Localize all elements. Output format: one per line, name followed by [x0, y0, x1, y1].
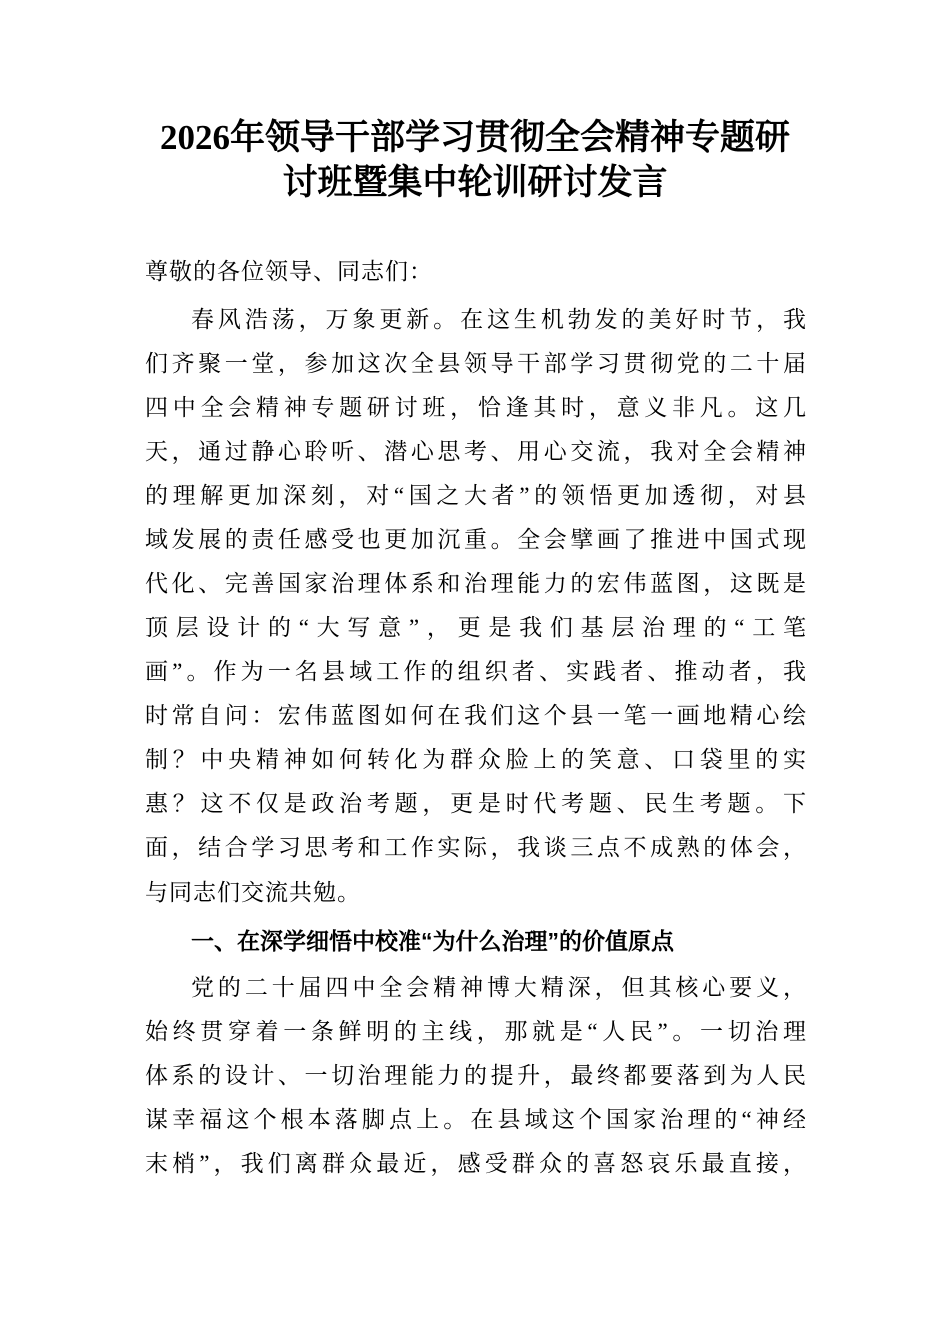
- paragraph-line: 代化、完善国家治理体系和治理能力的宏伟蓝图，这既是: [145, 571, 806, 596]
- paragraph-line: 惠？这不仅是政治考题，更是时代考题、民生考题。下: [145, 791, 806, 816]
- section-heading: 一、在深学细悟中校准“为什么治理”的价值原点: [191, 928, 674, 954]
- paragraph-line: 画”。作为一名县域工作的组织者、实践者、推动者，我: [145, 659, 806, 684]
- paragraph-line: 域发展的责任感受也更加沉重。全会擘画了推进中国式现: [145, 527, 806, 552]
- paragraph-line: 党的二十届四中全会精神博大精深，但其核心要义，: [191, 975, 806, 1000]
- paragraph-line: 末梢”，我们离群众最近，感受群众的喜怒哀乐最直接，: [145, 1151, 806, 1176]
- paragraph-line: 顶层设计的“大写意”，更是我们基层治理的“工笔: [145, 615, 806, 640]
- paragraph-line: 春风浩荡，万象更新。在这生机勃发的美好时节，我: [191, 307, 806, 332]
- paragraph-line: 体系的设计、一切治理能力的提升，最终都要落到为人民: [145, 1063, 806, 1088]
- paragraph-line: 始终贯穿着一条鲜明的主线，那就是“人民”。一切治理: [145, 1019, 806, 1044]
- salutation: 尊敬的各位领导、同志们：: [145, 259, 433, 284]
- paragraph-line: 天，通过静心聆听、潜心思考、用心交流，我对全会精神: [145, 439, 806, 464]
- paragraph-line: 与同志们交流共勉。: [145, 880, 361, 905]
- paragraph-line: 们齐聚一堂，参加这次全县领导干部学习贯彻党的二十届: [145, 351, 806, 376]
- paragraph-line: 四中全会精神专题研讨班，恰逢其时，意义非凡。这几: [145, 395, 806, 420]
- paragraph-line: 谋幸福这个根本落脚点上。在县域这个国家治理的“神经: [145, 1107, 806, 1132]
- paragraph-line: 的理解更加深刻，对“国之大者”的领悟更加透彻，对县: [145, 483, 806, 508]
- document-title-line-2: 讨班暨集中轮训研讨发言: [282, 163, 668, 202]
- paragraph-line: 制？中央精神如何转化为群众脸上的笑意、口袋里的实: [145, 747, 806, 772]
- paragraph-line: 面，结合学习思考和工作实际，我谈三点不成熟的体会，: [145, 835, 806, 860]
- paragraph-line: 时常自问：宏伟蓝图如何在我们这个县一笔一画地精心绘: [145, 703, 806, 728]
- document-title-line-1: 2026年领导干部学习贯彻全会精神专题研: [159, 118, 790, 157]
